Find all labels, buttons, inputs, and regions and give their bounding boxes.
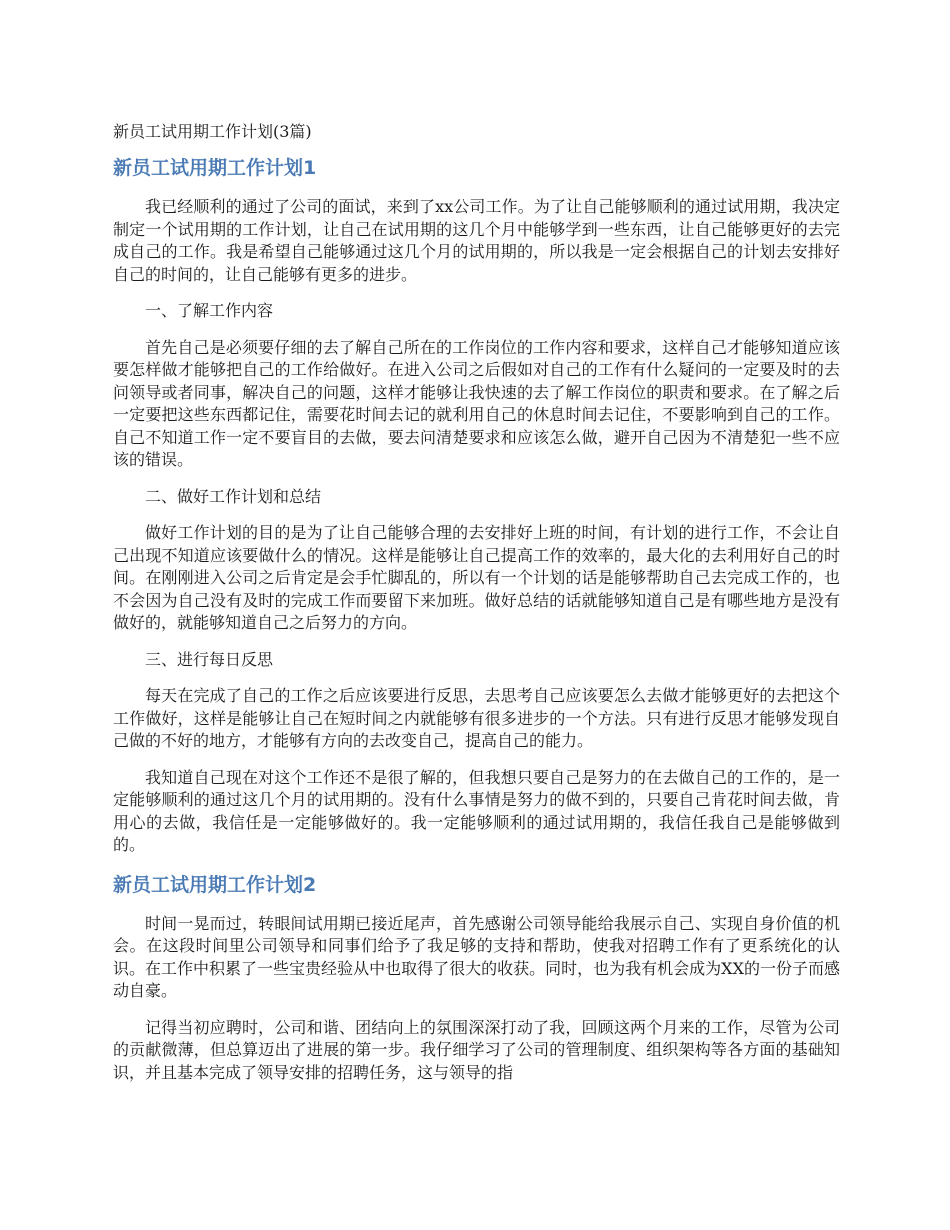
document-title: 新员工试用期工作计划(3篇) <box>113 122 312 141</box>
paragraph: 首先自己是必须要仔细的去了解自己所在的工作岗位的工作内容和要求，这样自己才能够知道应该要怎样做才能够把自己的工作给做好。在进入公司之后假如对自己的工作有什么疑问的一定要及时的去问领导或者同事，解决自己的问题，这样才能够让我快速的去了解工作岗位的职责和要求。在了解之后一定要把这些东西都记住，需要花时间去记的就利用自己的休息时间去记住，不要影响到自己的工作。自己不知道工作一定不要盲目的去做，要去问清楚要求和应该怎么做，避开自己因为不清楚犯一些不应该的错误。 <box>113 337 840 469</box>
section-2 <box>113 871 840 1085</box>
section-heading: 新员工试用期工作计划2 <box>113 873 317 896</box>
document-page <box>113 120 840 1098</box>
paragraph: 做好工作计划的目的是为了让自己能够合理的去安排好上班的时间，有计划的进行工作，不会让自己出现不知道应该要做什么的情况。这样是能够让自己提高工作的效率的，最大化的去利用好自己的时间。在刚刚进入公司之后肯定是会手忙脚乱的，所以有一个计划的话是能够帮助自己去完成工作的，也不会因为自己没有及时的完成工作而要留下来加班。做好总结的话就能够知道自己是有哪些地方是没有做好的，就能够知道自己之后努力的方向。 <box>113 523 840 632</box>
paragraph: 我知道自己现在对这个工作还不是很了解的，但我想只要自己是努力的在去做自己的工作的，是一定能够顺利的通过这几个月的试用期的。没有什么事情是努力的做不到的，只要自己肯花时间去做，肯用心的去做，我信任是一定能够做好的。我一定能够顺利的通过试用期的，我信任我自己是能够做到的。 <box>113 767 840 854</box>
subheading: 二、做好工作计划和总结 <box>145 486 322 506</box>
section-heading: 新员工试用期工作计划1 <box>113 157 317 179</box>
subheading: 一、了解工作内容 <box>145 301 274 320</box>
subheading: 三、进行每日反思 <box>145 649 274 669</box>
paragraph: 时间一晃而过，转眼间试用期已接近尾声，首先感谢公司领导能给我展示自己、实现自身价值的机会。在这段时间里公司领导和同事们给予了我足够的支持和帮助，使我对招聘工作有了更系统化的认识。在工作中积累了一些宝贵经验从中也取得了很大的收获。同时，也为我有机会成为XX的一份子而感动自豪。 <box>113 913 840 1000</box>
section-1 <box>113 154 840 857</box>
paragraph: 记得当初应聘时，公司和谐、团结向上的氛围深深打动了我，回顾这两个月来的工作，尽管为公司的贡献微薄，但总算迈出了进展的第一步。我仔细学习了公司的管理制度、组织架构等各方面的基础知识，并且基本完成了领导安排的招聘任务，这与领导的指 <box>113 1017 840 1082</box>
paragraph: 我已经顺利的通过了公司的面试，来到了xx公司工作。为了让自己能够顺利的通过试用期，我决定制定一个试用期的工作计划，让自己在试用期的这几个月中能够学到一些东西，让自己能够更好的去完成自己的工作。我是希望自己能够通过这几个月的试用期的，所以我是一定会根据自己的计划去安排好自己的时间的，让自己能够有更多的进步。 <box>113 197 840 284</box>
paragraph: 每天在完成了自己的工作之后应该要进行反思，去思考自己应该要怎么去做才能够更好的去把这个工作做好，这样是能够让自己在短时间之内就能够有很多进步的一个方法。只有进行反思才能够发现自己做的不好的地方，才能够有方向的去改变自己，提高自己的能力。 <box>113 686 840 750</box>
